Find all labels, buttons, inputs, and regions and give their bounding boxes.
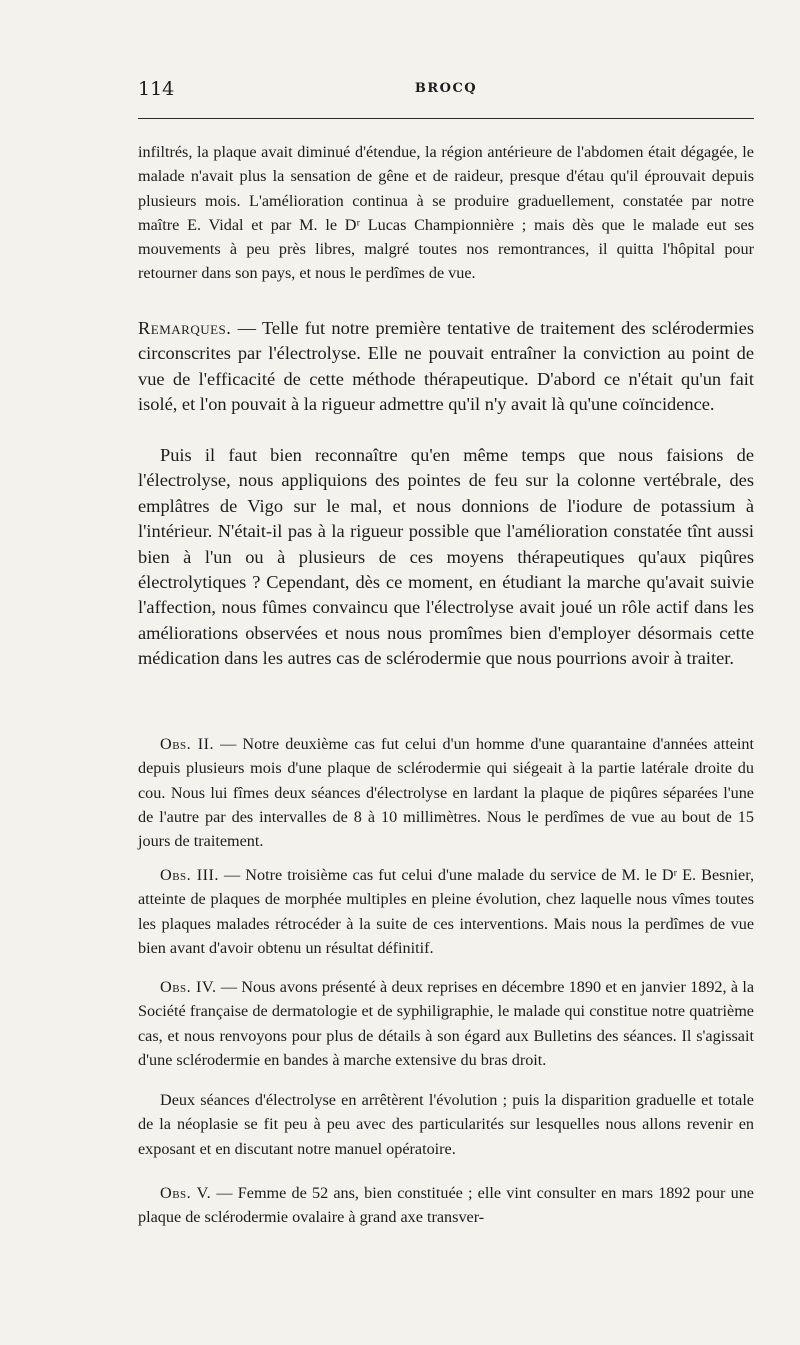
header-rule xyxy=(138,118,754,119)
page-number: 114 xyxy=(138,78,175,100)
paragraph-obs-4-continuation xyxy=(138,1088,754,1161)
paragraph-text: — Nous avons présenté à deux reprises en décembre 1890 et en janvier 1892, à la Société française de dermatologie et de syphiligraphie, le malade qui constitue notre quatrième cas, et nous renvoyons pour plus de détails à son égard aux Bulletins des séances. Il s'agissait d'une sclérodermie en bandes à marche extensive du bras droit. xyxy=(138,978,754,1069)
observation-lead: Obs. III. xyxy=(160,866,219,884)
page-header xyxy=(138,78,754,104)
paragraph-text: Puis il faut bien reconnaître qu'en même temps que nous faisions de l'électrolyse, nous appliquions des pointes de feu sur la colonne vertébrale, des emplâtres de Vigo sur le mal, et nous donnions de l'iodure de potassium à l'intérieur. N'était-il pas à la rigueur possible que l'amélioration constatée tînt aussi bien à l'un ou à plusieurs de ces moyens thérapeutiques qu'aux piqûres électrolytiques ? Cependant, dès ce moment, en étudiant la marche qu'avait suivie l'affection, nous fûmes convaincu que l'électrolyse avait joué un rôle actif dans les améliorations observées et nous nous promîmes bien d'employer désormais cette médication dans les autres cas de sclérodermie que nous pourrions avoir à traiter. xyxy=(138,445,754,669)
paragraph-text: — Notre troisième cas fut celui d'une malade du service de M. le Dʳ E. Besnier, atteinte de plaques de morphée multiples en pleine évolution, chez laquelle nous vîmes toutes les plaques malades rétrocéder à la suite de ces interventions. Mais nous la perdîmes de vue bien avant d'avoir obtenu un résultat définitif. xyxy=(138,866,754,957)
paragraph-obs-2 xyxy=(138,732,754,853)
paragraph-text: — Femme de 52 ans, bien constituée ; elle vint consulter en mars 1892 pour une plaque de sclérodermie ovalaire à grand axe transver- xyxy=(138,1184,754,1227)
paragraph-electrolysis-discussion xyxy=(138,443,754,672)
paragraph-case-continuation xyxy=(138,140,754,286)
running-head: BROCQ xyxy=(414,81,478,96)
observation-lead: Obs. IV. xyxy=(160,978,217,996)
paragraph-obs-4 xyxy=(138,975,754,1072)
observation-lead: Obs. V. xyxy=(160,1184,212,1202)
paragraph-obs-3 xyxy=(138,863,754,960)
paragraph-text: — Telle fut notre première tentative de traitement des sclérodermies circonscrites par l'électrolyse. Elle ne pouvait entraîner la conviction au point de vue de l'efficacité de cette méthode thérapeutique. D'abord ce n'était qu'un fait isolé, et l'on pouvait à la rigueur admettre qu'il n'y avait là qu'une coïncidence. xyxy=(138,318,754,415)
paragraph-remarques xyxy=(138,316,754,418)
paragraph-obs-5 xyxy=(138,1181,754,1230)
paragraph-text: Deux séances d'électrolyse en arrêtèrent l'évolution ; puis la disparition graduelle et totale de la néoplasie se fit peu à peu avec des particularités sur lesquelles nous allons revenir en exposant et en discutant notre manuel opératoire. xyxy=(138,1091,754,1158)
paragraph-text: infiltrés, la plaque avait diminué d'étendue, la région antérieure de l'abdomen était dégagée, le malade n'avait plus la sensation de gêne et de raideur, presque d'étau qu'il éprouvait depuis plusieurs mois. L'amélioration continua à se produire graduellement, constatée par notre maître E. Vidal et par M. le Dʳ Lucas Championnière ; mais dès que le malade eut ses mouvements à peu près libres, malgré toutes nos remontrances, il quitta l'hôpital pour retourner dans son pays, et nous le perdîmes de vue. xyxy=(138,143,754,283)
paragraph-text: — Notre deuxième cas fut celui d'un homme d'une quarantaine d'années atteint depuis plusieurs mois d'une plaque de sclérodermie qui siégeait à la partie latérale droite du cou. Nous lui fîmes deux séances d'électrolyse en lardant la plaque de piqûres séparées l'une de l'autre par des intervalles de 8 à 10 millimètres. Nous le perdîmes de vue au bout de 15 jours de traitement. xyxy=(138,735,754,851)
section-lead: Remarques. xyxy=(138,318,232,338)
observation-lead: Obs. II. xyxy=(160,735,215,753)
